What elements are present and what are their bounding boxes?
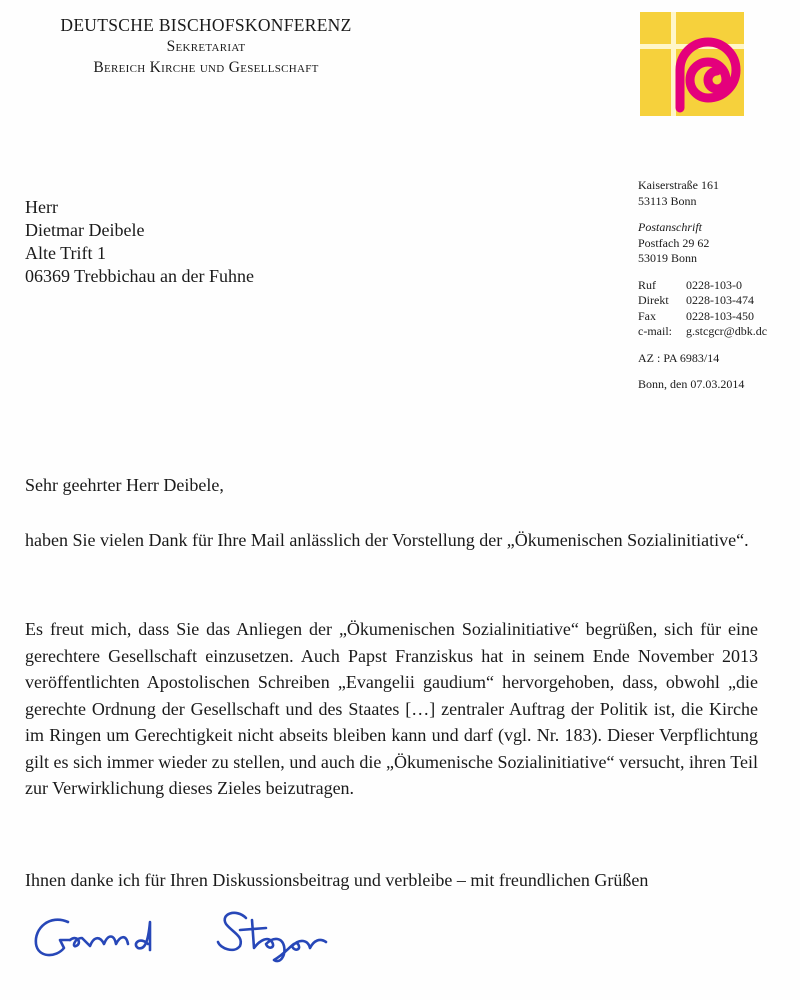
recipient-name: Dietmar Deibele: [25, 220, 145, 240]
contact-label: c-mail:: [638, 324, 672, 338]
contact-value: 0228-103-474: [686, 293, 754, 307]
body-paragraph-2: Es freut mich, dass Sie das Anliegen der „Ökumenischen Sozialinitiative“ begrüßen, sich für eine gerechtere Gesellschaft einzusetzen. Auch Papst Franziskus hat in seinem Ende November 2013 veröffentlichten Apostolischen Schreiben „Evangelii gaudium“ hervorgehoben, dass, obwohl „die gerechte Ordnung der Gesellschaft und des Staates […] zentraler Auftrag der Politik ist, die Kirche im Ringen um Gerechtigkeit nicht abseits bleiben kann und darf (vgl. Nr. 183). Dieser Verpflichtung gilt es sich immer wieder zu stellen, und auch die „Ökumenische Sozialinitiative“ versucht, ihren Teil zur Verwirklichung dieses Zieles beizutragen.: [25, 619, 758, 798]
letterhead: [26, 14, 386, 78]
contact-label: Direkt: [638, 293, 669, 307]
letterhead-unit: Bereich Kirche und Gesellschaft: [93, 59, 319, 76]
contact-value: g.stcgcr@dbk.dc: [686, 324, 768, 338]
closing-line: Ihnen danke ich für Ihren Diskussionsbeitrag und verbleibe – mit freundlichen Grüßen: [25, 870, 649, 890]
salutation: Sehr geehrter Herr Deibele,: [25, 475, 224, 495]
contact-value: 0228-103-450: [686, 308, 754, 323]
contact-direct: [638, 293, 798, 309]
dbk-logo-icon: [640, 12, 744, 116]
sender-street: Kaiserstraße 161: [638, 178, 719, 192]
letterhead-org: DEUTSCHE BISCHOFSKONFERENZ: [60, 15, 352, 35]
sender-info: [638, 178, 798, 393]
contact-label: Fax: [638, 308, 656, 323]
contact-label: Ruf: [638, 277, 656, 292]
reference-number: AZ : PA 6983/14: [638, 350, 720, 365]
recipient-street: Alte Trift 1: [25, 243, 107, 263]
handwritten-signature: [30, 900, 370, 980]
recipient-city: 06369 Trebbichau an der Fuhne: [25, 266, 254, 286]
contact-value: 0228-103-0: [686, 277, 742, 292]
postbox: Postfach 29 62: [638, 235, 710, 250]
contact-email: [638, 324, 798, 340]
contact-fax: [638, 309, 798, 325]
recipient-salutation: Herr: [25, 197, 58, 217]
contact-phone: [638, 278, 798, 294]
postal-label: Postanschrift: [638, 220, 703, 234]
letter-date: Bonn, den 07.03.2014: [638, 377, 745, 391]
recipient-address: [25, 196, 254, 288]
body-paragraph-1: haben Sie vielen Dank für Ihre Mail anlässlich der Vorstellung der „Ökumenischen Sozialinitiative“.: [25, 530, 749, 550]
postal-city: 53019 Bonn: [638, 251, 698, 265]
sender-city: 53113 Bonn: [638, 193, 697, 208]
letterhead-dept: Sekretariat: [166, 38, 246, 55]
